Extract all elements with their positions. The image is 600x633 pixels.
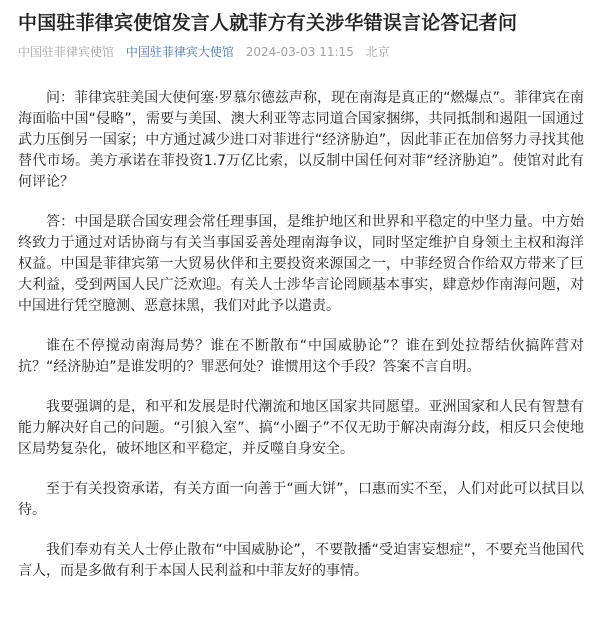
article-body <box>18 88 584 582</box>
publish-location: 北京 <box>365 45 390 59</box>
paragraph-answer: 答：中国是联合国安理会常任理事国，是维护地区和世界和平稳定的中坚力量。中方始终致力于通过对话协商与有关当事国妥善处理南海争议，同时坚定维护自身领土主权和海洋权益。中国是菲律宾第一大贸易伙伴和主要投资来源国之一，中菲经贸合作给双方带来了巨大利益，受到两国人民广泛欢迎。有关人士涉华言论罔顾基本事实，肆意炒作南海问题，对中国进行凭空臆测、恶意抹黑，我们对此予以遣责。 <box>18 214 584 314</box>
article-title: 中国驻菲律宾使馆发言人就菲方有关涉华错误言论答记者问 <box>18 12 518 34</box>
paragraph-question: 问：菲律宾驻美国大使何塞·罗慕尔德兹声称，现在南海是真正的“燃爆点”。菲律宾在南海面临中国“侵略”，需要与美国、澳大利亚等志同道合国家捆绑，共同抵制和遏阻一国通过武力压倒另一国家；中方通过减少进口对菲进行“经济胁迫”，因此菲正在加倍努力寻找其他替代市场。美方承诺在菲投资1.7万亿比索，以反制中国任何对菲“经济胁迫”。使馆对此有何评论？ <box>18 90 584 190</box>
paragraph-advice: 我们奉劝有关人士停止散布“中国威胁论”，不要散播“受迫害妄想症”，不要充当他国代言人，而是多做有利于本国人民利益和中菲友好的事情。 <box>18 542 584 579</box>
paragraph-rhetorical-questions: 谁在不停搅动南海局势？谁在不断散布“中国威胁论”？谁在到处拉帮结伙搞阵营对抗？“经济胁迫”是谁发明的？罪恶何处？谁惯用这个手段？答案不言自明。 <box>18 338 584 375</box>
paragraph-emphasis: 我要强调的是，和平和发展是时代潮流和地区国家共同愿望。亚洲国家和人民有智慧有能力解决好自己的问题。“引狼入室”、搞“小圈子”不仅无助于解决南海分歧，相反只会使地区局势复杂化，破坏地区和平稳定，并反噬自身安全。 <box>18 399 584 457</box>
author-account-link[interactable]: 中国驻菲律宾大使馆 <box>125 45 234 59</box>
article-source: 中国驻菲律宾使馆 <box>18 45 115 59</box>
paragraph-investment: 至于有关投资承诺，有关方面一向善于“画大饼”，口惠而实不至，人们对此可以拭目以待。 <box>18 481 584 518</box>
article-meta <box>18 44 584 60</box>
publish-datetime: 2024-03-03 11:15 <box>245 45 354 59</box>
